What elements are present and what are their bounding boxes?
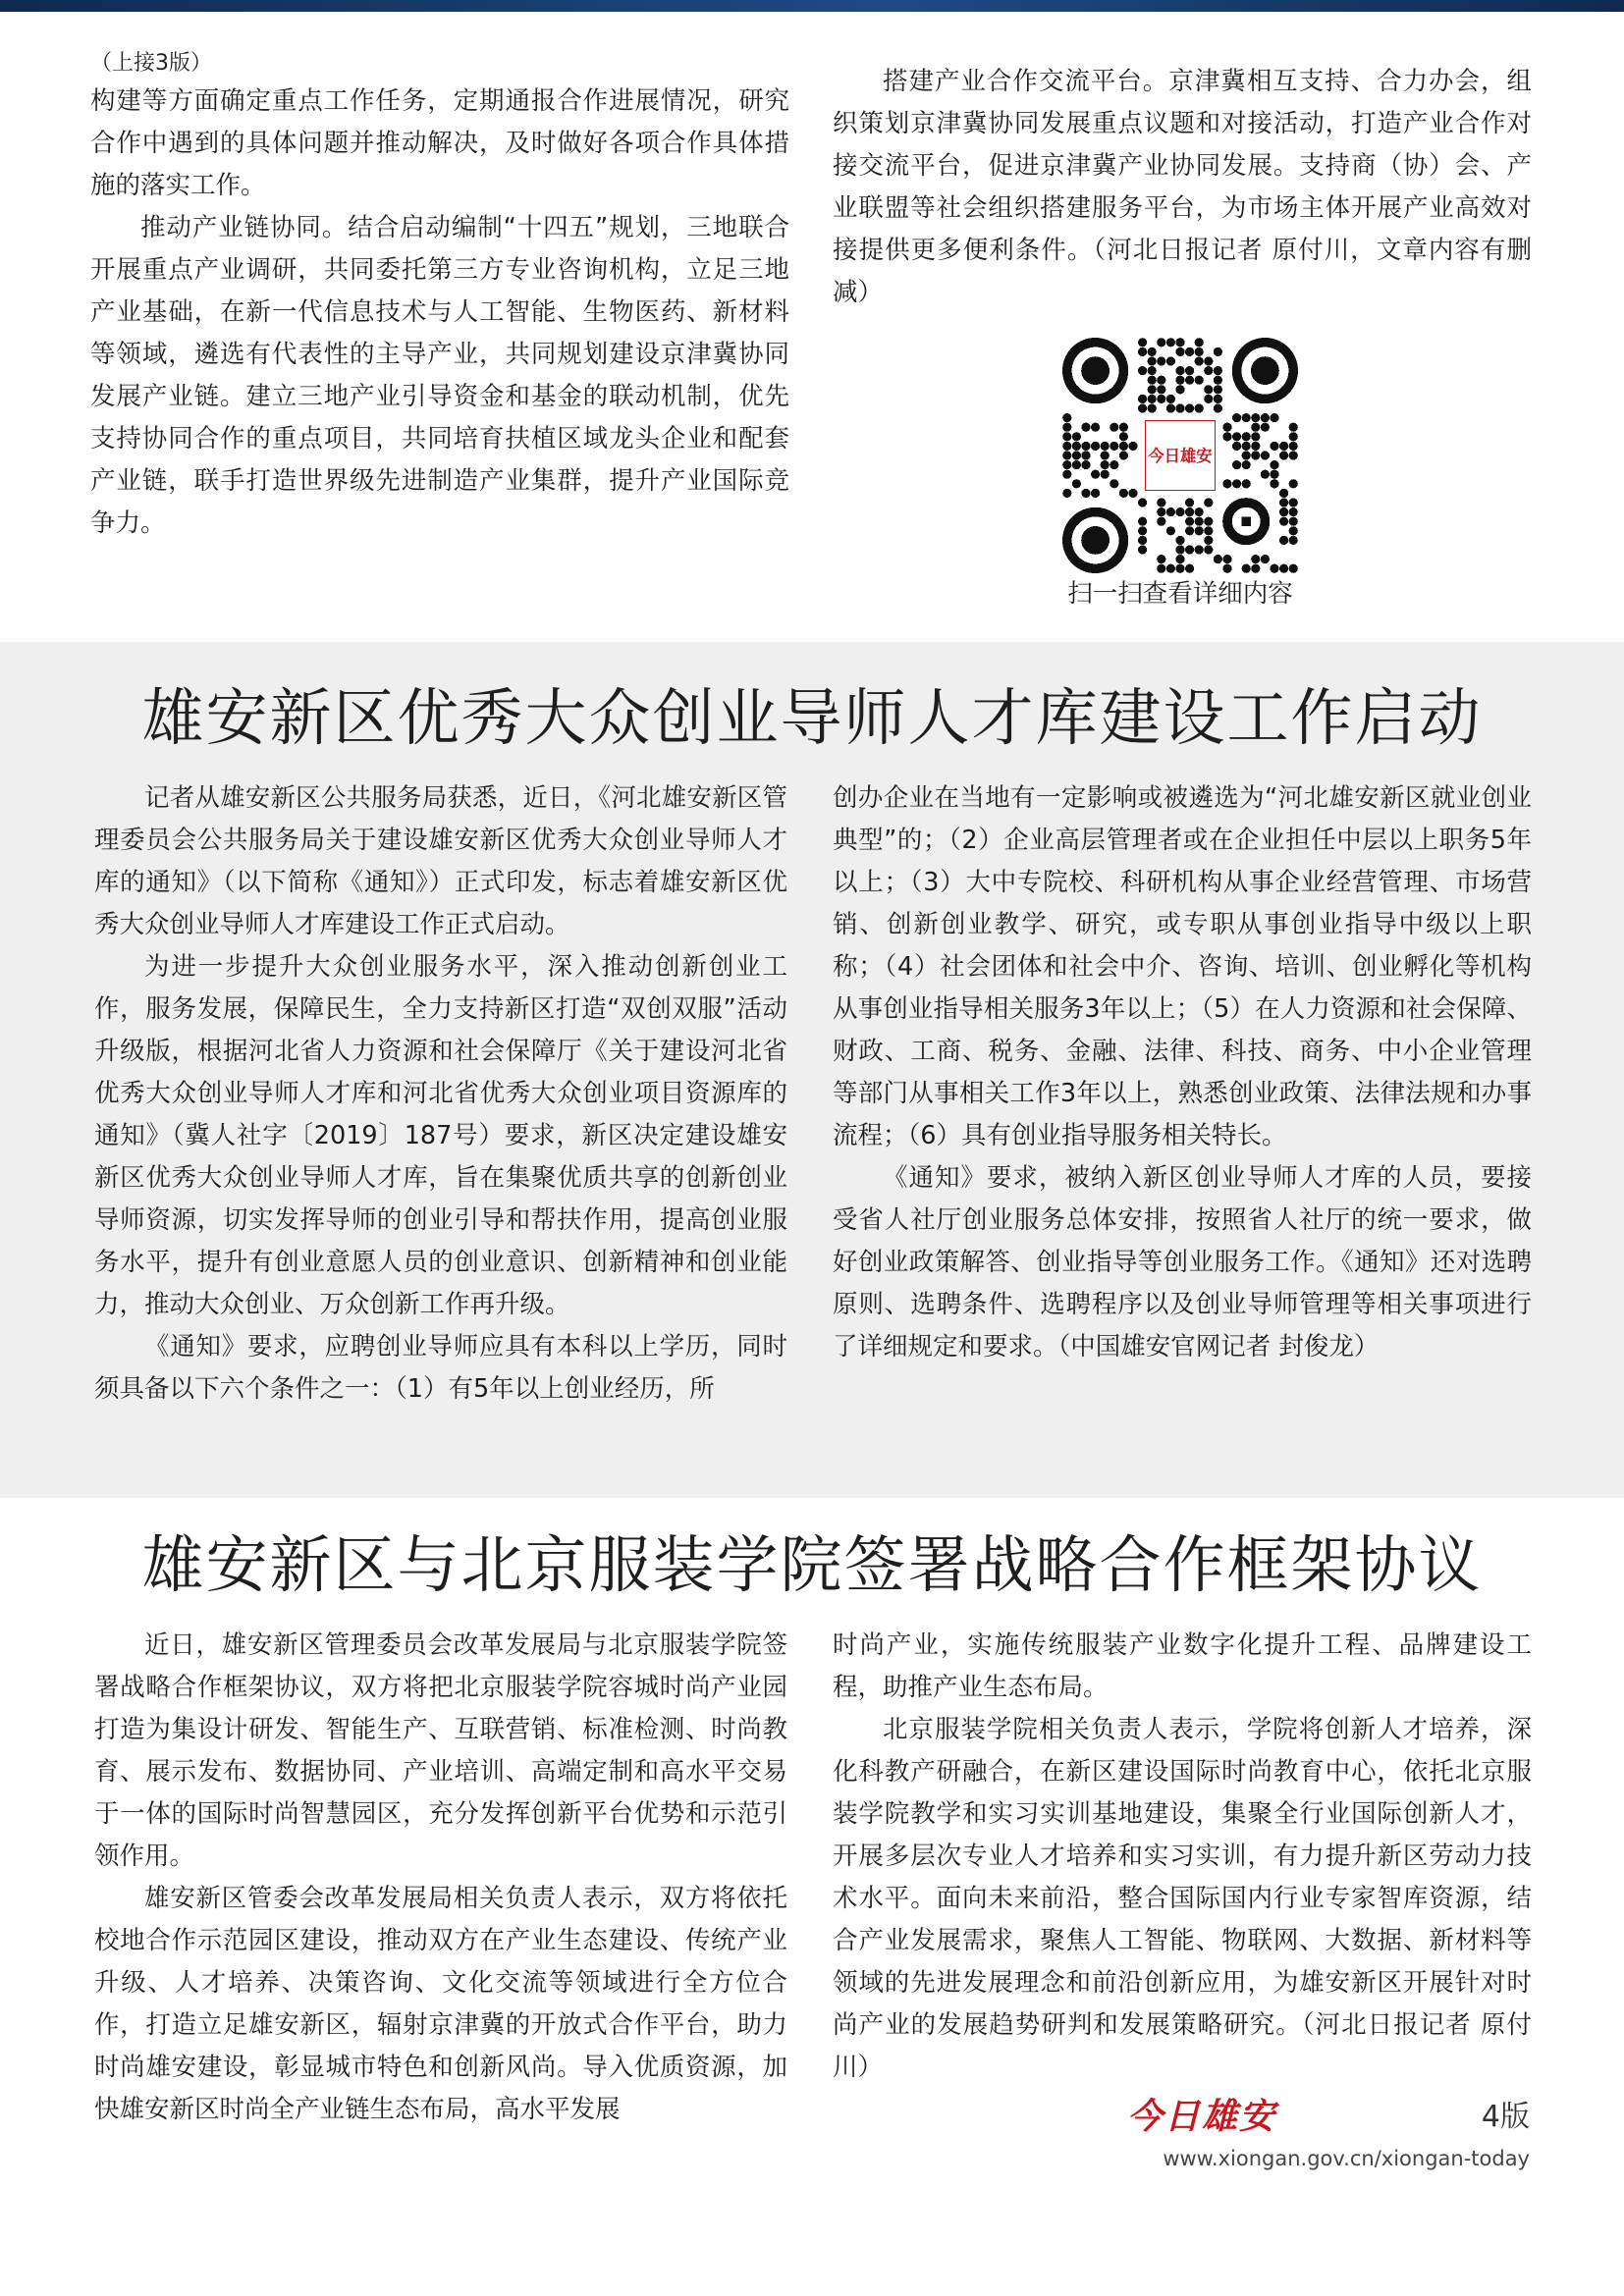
top-right-column	[833, 61, 1532, 314]
paragraph: 时尚产业，实施传统服装产业数字化提升工程、品牌建设工程，助推产业生态布局。	[833, 1630, 1532, 1702]
paragraph: 近日，雄安新区管理委员会改革发展局与北京服装学院签署战略合作框架协议，双方将把北京服装学院容城时尚产业园打造为集设计研发、智能生产、互联营销、标准检测、时尚教育、展示发布、数据协同、产业培训、高端定制和高水平交易于一体的国际时尚智慧园区，充分发挥创新平台优势和示范引领作用。	[94, 1630, 787, 1871]
brand-logo: 今日雄安	[1127, 2096, 1277, 2137]
paragraph: 为进一步提升大众创业服务水平，深入推动创新创业工作，服务发展，保障民生，全力支持新区打造“双创双服”活动升级版，根据河北省人力资源和社会保障厅《关于建设河北省优秀大众创业导师人才库和河北省优秀大众创业项目资源库的通知》（冀人社字〔2019〕187号）要求，新区决定建设雄安新区优秀大众创业导师人才库，旨在集聚优质共享的创新创业导师资源，切实发挥导师的创业引导和帮扶作用，提高创业服务水平，提升有创业意愿人员的创业意识、创新精神和创业能力，推动大众创业、万众创新工作再升级。	[94, 952, 787, 1319]
continued-note: （上接3版）	[90, 51, 212, 76]
article1-title: 雄安新区优秀大众创业导师人才库建设工作启动	[141, 682, 1483, 754]
paragraph: 《通知》要求，被纳入新区创业导师人才库的人员，要接受省人社厅创业服务总体安排，按照省人社厅的统一要求，做好创业政策解答、创业指导等创业服务工作。《通知》还对选聘原则、选聘条件、选聘程序以及创业导师管理等相关事项进行了详细规定和要求。（中国雄安官网记者 封俊龙）	[833, 1163, 1532, 1362]
paragraph: 构建等方面确定重点工作任务，定期通报合作进展情况，研究合作中遇到的具体问题并推动解决，及时做好各项合作具体措施的落实工作。	[90, 86, 789, 200]
qr-code-icon[interactable]	[1062, 338, 1298, 573]
article1-right-column	[833, 777, 1532, 1368]
paragraph: 雄安新区管委会改革发展局相关负责人表示，双方将依托校地合作示范园区建设，推动双方在产业生态建设、传统产业升级、人才培养、决策咨询、文化交流等领域进行全方位合作，打造立足雄安新区，辐射京津冀的开放式合作平台，助力时尚雄安建设，彰显城市特色和创新风尚。导入优质资源，加快雄安新区时尚全产业链生态布局，高水平发展	[94, 1884, 787, 2124]
paragraph: 北京服装学院相关负责人表示，学院将创新人才培养，深化科教产研融合，在新区建设国际时尚教育中心，依托北京服装学院教学和实习实训基地建设，集聚全行业国际创新人才，开展多层次专业人才培养和实习实训，有力提升新区劳动力技术水平。面向未来前沿，整合国际国内行业专家智库资源，结合产业发展需求，聚焦人工智能、物联网、大数据、新材料等领域的先进发展理念和前沿创新应用，为雄安新区开展针对时尚产业的发展趋势研判和发展策略研究。（河北日报记者 原付川）	[833, 1715, 1532, 2082]
article2-title: 雄安新区与北京服装学院签署战略合作框架协议	[141, 1529, 1483, 1601]
top-left-column	[90, 49, 789, 545]
paragraph: 推动产业链协同。结合启动编制“十四五”规划，三地联合开展重点产业调研，共同委托第三方专业咨询机构，立足三地产业基础，在新一代信息技术与人工智能、生物医药、新材料等领域，遴选有代表性的主导产业，共同规划建设京津冀协同发展产业链。建立三地产业引导资金和基金的联动机制，优先支持协同合作的重点项目，共同培育扶植区域龙头企业和配套产业链，联手打造世界级先进制造产业集群，提升产业国际竞争力。	[90, 213, 789, 538]
article2-left-column	[94, 1625, 787, 2131]
top-color-bar	[0, 0, 1624, 12]
article1-left-column	[94, 777, 787, 1411]
paragraph: 记者从雄安新区公共服务局获悉，近日，《河北雄安新区管理委员会公共服务局关于建设雄安新区优秀大众创业导师人才库的通知》（以下简称《通知》）正式印发，标志着雄安新区优秀大众创业导师人才库建设工作正式启动。	[94, 783, 787, 939]
paragraph: 《通知》要求，应聘创业导师应具有本科以上学历，同时须具备以下六个条件之一：（1）有5年以上创业经历，所	[94, 1332, 787, 1404]
page-number: 4版	[1481, 2100, 1530, 2134]
paragraph: 创办企业在当地有一定影响或被遴选为“河北雄安新区就业创业典型”的；（2）企业高层管理者或在企业担任中层以上职务5年以上；（3）大中专院校、科研机构从事企业经营管理、市场营销、创新创业教学、研究，或专职从事创业指导中级以上职称；（4）社会团体和社会中介、咨询、培训、创业孵化等机构从事创业指导相关服务3年以上；（5）在人力资源和社会保障、财政、工商、税务、金融、法律、科技、商务、中小企业管理等部门从事相关工作3年以上，熟悉创业政策、法律法规和办事流程；（6）具有创业指导服务相关特长。	[833, 783, 1532, 1150]
qr-center-logo: 今日雄安	[1148, 446, 1213, 465]
qr-caption: 扫一扫查看详细内容	[1067, 579, 1293, 609]
article2-right-column	[833, 1625, 1532, 2089]
site-url-link[interactable]: www.xiongan.gov.cn/xiongan-today	[1163, 2147, 1530, 2170]
paragraph: 搭建产业合作交流平台。京津冀相互支持、合力办会，组织策划京津冀协同发展重点议题和对接活动，打造产业合作对接交流平台，促进京津冀产业协同发展。支持商（协）会、产业联盟等社会组织搭建服务平台，为市场主体开展产业高效对接提供更多便利条件。（河北日报记者 原付川，文章内容有删减）	[833, 67, 1532, 307]
